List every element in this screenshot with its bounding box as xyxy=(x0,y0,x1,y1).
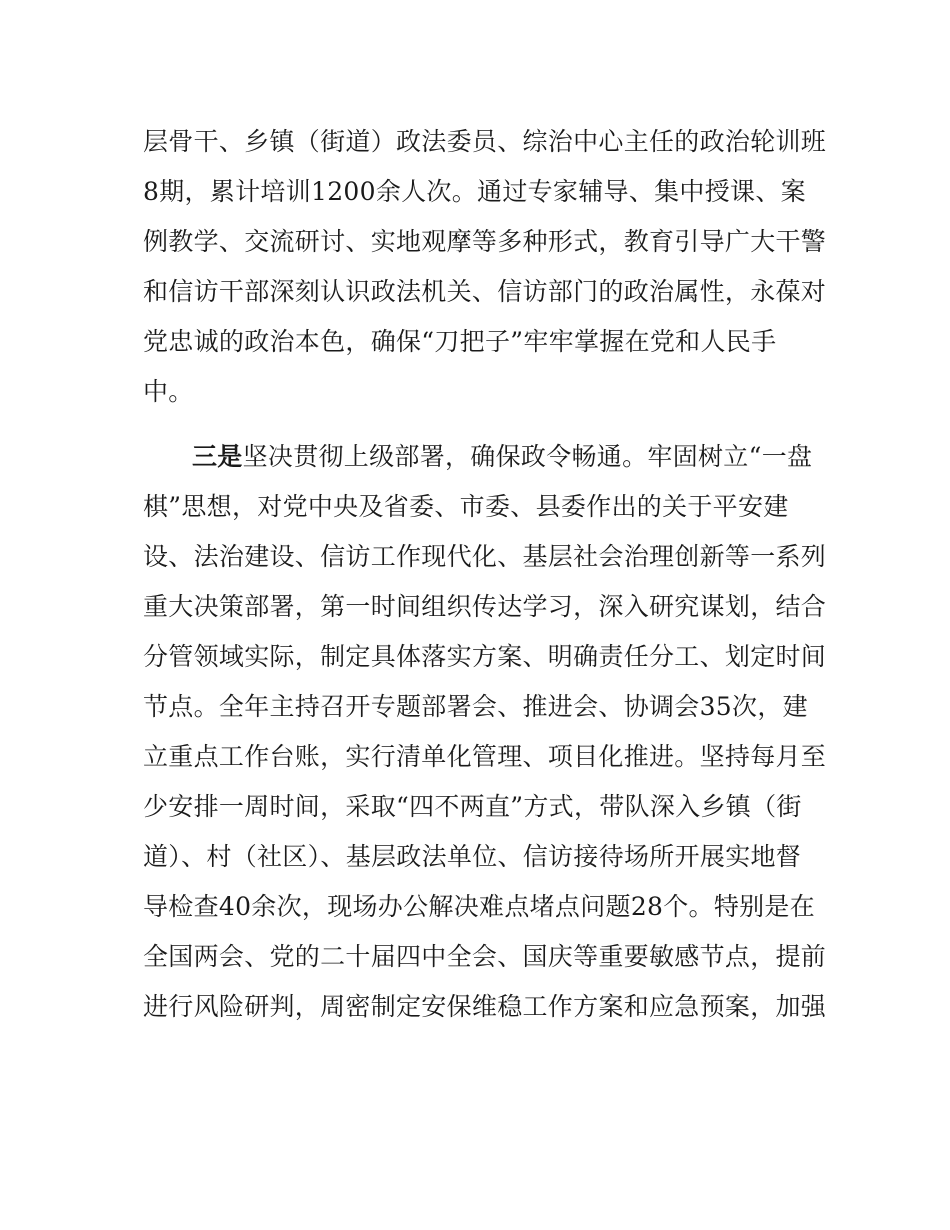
paragraph1-line-1: 层骨干、乡镇（街道）政法委员、综治中心主任的政治轮训班 xyxy=(143,127,827,156)
paragraph2-line-8: 少安排一周时间，采取“四不两直”方式，带队深入乡镇（街 xyxy=(143,792,802,821)
paragraph1-line-4: 和信访干部深刻认识政法机关、信访部门的政治属性，永葆对 xyxy=(143,277,827,306)
paragraph2-first-line-text: 坚决贯彻上级部署，确保政令畅通。牢固树立“一盘 xyxy=(242,442,813,471)
paragraph2-lead: 三是 xyxy=(192,442,243,471)
paragraph2-line-7: 立重点工作台账，实行清单化管理、项目化推进。坚持每月至 xyxy=(143,742,827,771)
paragraph1-line-2: 8期，累计培训1200余人次。通过专家辅导、集中授课、案 xyxy=(143,177,806,206)
paragraph2-line-9: 道）、村（社区）、基层政法单位、信访接待场所开展实地督 xyxy=(143,842,802,871)
paragraph2-line-6: 节点。全年主持召开专题部署会、推进会、协调会35次，建 xyxy=(143,692,808,721)
paragraph2-line-12: 进行风险研判，周密制定安保维稳工作方案和应急预案，加强 xyxy=(143,992,827,1021)
paragraph1-line-6: 中。 xyxy=(143,377,194,406)
paragraph2-line-3: 设、法治建设、信访工作现代化、基层社会治理创新等一系列 xyxy=(143,542,827,571)
paragraph2-line-2: 棋”思想，对党中央及省委、市委、县委作出的关于平安建 xyxy=(143,492,789,521)
paragraph2-line-4: 重大决策部署，第一时间组织传达学习，深入研究谋划，结合 xyxy=(143,592,827,621)
paragraph2-line-10: 导检查40余次，现场办公解决难点堵点问题28个。特别是在 xyxy=(143,892,816,921)
paragraph1-line-5: 党忠诚的政治本色，确保“刀把子”牢牢掌握在党和人民手 xyxy=(143,327,777,356)
paragraph2-line-1 xyxy=(192,432,823,482)
paragraph2-line-11: 全国两会、党的二十届四中全会、国庆等重要敏感节点，提前 xyxy=(143,942,827,971)
paragraph1-line-3: 例教学、交流研讨、实地观摩等多种形式，教育引导广大干警 xyxy=(143,227,827,256)
paragraph2-line-5: 分管领域实际，制定具体落实方案、明确责任分工、划定时间 xyxy=(143,642,827,671)
